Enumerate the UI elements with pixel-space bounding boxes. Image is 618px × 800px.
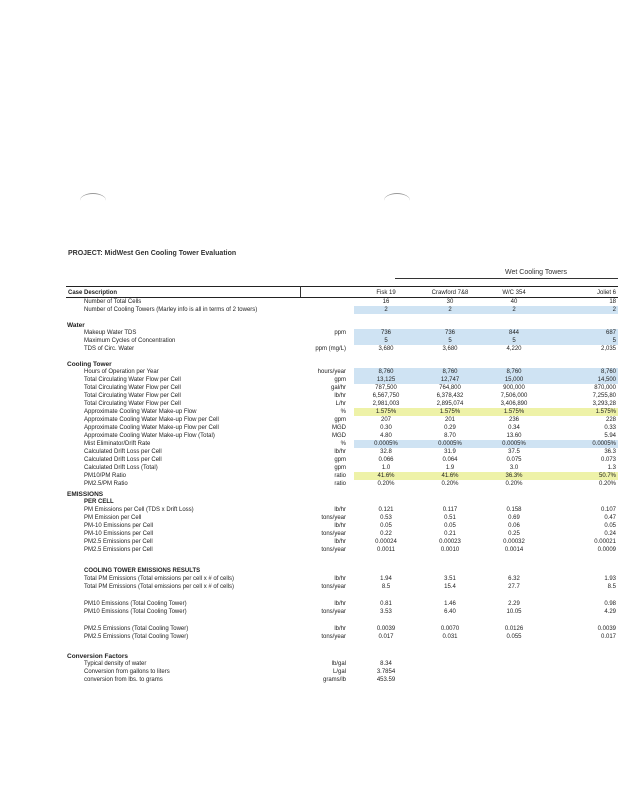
value-cell: 236 (508, 417, 519, 423)
table-row (66, 306, 618, 314)
value-cell: 0.69 (508, 515, 520, 521)
value-cell: 2,981,003 (372, 401, 400, 407)
value-cell: 0.0126 (504, 626, 524, 632)
value-cell: 6.32 (508, 576, 520, 582)
row-unit: hours/year (317, 369, 346, 375)
table-row (66, 676, 618, 684)
row-label: Approximate Cooling Water Make-up Flow per Cell (84, 417, 219, 423)
value-cell: 27.7 (508, 584, 520, 590)
value-cell: 0.00021 (594, 539, 616, 545)
value-cell: 0.031 (442, 634, 458, 640)
value-cell: 3,680 (442, 346, 458, 352)
table-row (66, 408, 618, 416)
value-cell: 15.4 (444, 584, 456, 590)
table-row (66, 575, 618, 583)
value-cell: 0.05 (444, 523, 456, 529)
table-row (66, 345, 618, 353)
value-cell: 7,506,000 (500, 393, 528, 399)
value-cell: 6.40 (444, 609, 456, 615)
value-cell: 3,680 (378, 346, 394, 352)
row-label: Number of Cooling Towers (Marley info is all in terms of 2 towers) (84, 307, 258, 313)
row-label: Approximate Cooling Water Make-up Flow (84, 409, 197, 415)
value-cell: 787,500 (375, 385, 397, 391)
row-unit: MGD (332, 433, 346, 439)
cooling-tower-table (66, 286, 618, 684)
value-cell: 12,747 (418, 376, 482, 384)
value-cell (418, 676, 482, 684)
row-label: PM10 Emissions (Total Cooling Tower) (84, 601, 187, 607)
row-label: PM-10 Emissions per Cell (84, 523, 154, 529)
table-row (66, 472, 618, 480)
value-cell: 736 (418, 329, 482, 337)
value-cell: 0.22 (380, 531, 392, 537)
table-row (66, 400, 618, 408)
table-row (66, 376, 618, 384)
value-cell (546, 660, 618, 668)
value-cell: 0.117 (442, 507, 458, 513)
value-cell: 5 (546, 337, 618, 345)
row-unit: tons/year (321, 634, 346, 640)
value-cell (482, 676, 546, 684)
value-cell: 8,760 (418, 368, 482, 376)
value-cell: 36.3 (604, 449, 616, 455)
value-cell: 6,378,432 (436, 393, 464, 399)
value-cell: 1.575% (418, 408, 482, 416)
row-label: PM Emissions per Cell (TDS x Drift Loss) (84, 507, 194, 513)
row-label: PM2.5/PM Ratio (84, 481, 128, 487)
value-cell: 900,000 (503, 385, 525, 391)
spacer-row (66, 554, 618, 563)
value-cell: 41.6% (354, 472, 418, 480)
row-label: Total PM Emissions (Total emissions per cell x # of cells) (84, 584, 235, 590)
value-cell: 0.00032 (503, 539, 525, 545)
value-cell: 0.81 (380, 601, 392, 607)
value-cell: 687 (546, 329, 618, 337)
header-crawford: Crawford 7&8 (418, 287, 482, 298)
spacer-cell (66, 554, 618, 563)
table-row (66, 337, 618, 345)
value-cell: 0.51 (444, 515, 456, 521)
row-unit: tons/year (321, 547, 346, 553)
value-cell: 0.0005% (482, 440, 546, 448)
row-label: PM-10 Emissions per Cell (84, 531, 154, 537)
row-label: TDS of Circ. Water (84, 346, 135, 352)
value-cell: 0.0005% (354, 440, 418, 448)
row-unit (300, 298, 354, 307)
row-label: Calculated Drift Loss (Total) (84, 465, 158, 471)
row-label: PM Emission per Cell (84, 515, 142, 521)
section-label: EMISSIONS (67, 491, 104, 498)
value-cell: 0.121 (378, 507, 394, 513)
value-cell (546, 676, 618, 684)
row-unit: grams/lb (322, 677, 346, 683)
table-row (66, 384, 618, 392)
row-unit: MGD (332, 425, 346, 431)
table-row (66, 608, 618, 616)
row-unit: lb/hr (334, 393, 346, 399)
value-cell: 31.9 (444, 449, 456, 455)
header-unit (300, 287, 354, 298)
spacer-cell (66, 616, 618, 625)
value-cell: 0.075 (506, 457, 522, 463)
row-unit: lb/hr (334, 539, 346, 545)
table-row (66, 538, 618, 546)
section-row (66, 498, 618, 506)
value-cell: 5.94 (604, 433, 616, 439)
value-cell: 40 (510, 299, 518, 305)
value-cell: 736 (354, 329, 418, 337)
value-cell: 0.017 (600, 634, 616, 640)
value-cell: 7,255,80 (592, 393, 616, 399)
value-cell: 8.34 (380, 661, 392, 667)
row-unit: lb/hr (334, 523, 346, 529)
value-cell: 0.47 (604, 515, 616, 521)
row-unit: lb/gal (331, 661, 346, 667)
value-cell: 0.05 (604, 523, 616, 529)
value-cell: 0.20% (598, 481, 616, 487)
value-cell: 0.00024 (375, 539, 397, 545)
value-cell: 8,760 (546, 368, 618, 376)
value-cell: 0.00023 (439, 539, 461, 545)
value-cell: 2 (546, 306, 618, 314)
value-cell: 0.33 (604, 425, 616, 431)
row-label: Calculated Drift Loss per Cell (84, 449, 162, 455)
value-cell: 8.5 (607, 584, 616, 590)
table-row (66, 432, 618, 440)
value-cell: 5 (482, 337, 546, 345)
header-case-description: Case Description (66, 287, 300, 298)
value-cell: 5 (354, 337, 418, 345)
section-row (66, 650, 618, 660)
value-cell: 0.0039 (376, 626, 396, 632)
value-cell (546, 668, 618, 676)
value-cell: 2 (418, 306, 482, 314)
value-cell: 2 (354, 306, 418, 314)
value-cell: 37.5 (508, 449, 520, 455)
value-cell: 50.7% (546, 472, 618, 480)
group-header: Wet Cooling Towers (505, 269, 567, 276)
value-cell: 844 (482, 329, 546, 337)
table-row (66, 298, 618, 307)
value-cell: 0.20% (441, 481, 459, 487)
header-joliet: Joliet 6 (546, 287, 618, 298)
row-unit: ratio (334, 481, 346, 487)
spacer-row (66, 591, 618, 600)
row-unit: L/gal (332, 669, 346, 675)
row-label: Approximate Cooling Water Make-up Flow (Total) (84, 433, 215, 439)
value-cell: 8,760 (354, 368, 418, 376)
value-cell: 10.05 (506, 609, 522, 615)
value-cell: 207 (380, 417, 391, 423)
value-cell: 1.575% (354, 408, 418, 416)
row-label: PM2.5 Emissions per Cell (84, 547, 153, 553)
value-cell: 0.017 (378, 634, 394, 640)
row-label: Total Circulating Water Flow per Cell (84, 385, 181, 391)
value-cell: 13.60 (506, 433, 522, 439)
row-unit: L/hr (335, 401, 346, 407)
value-cell: 0.0010 (440, 547, 460, 553)
value-cell: 3,406,890 (500, 401, 528, 407)
value-cell: 0.066 (378, 457, 394, 463)
table-row (66, 506, 618, 514)
value-cell: 5 (418, 337, 482, 345)
table-row (66, 633, 618, 641)
value-cell: 0.98 (604, 601, 616, 607)
value-cell (482, 660, 546, 668)
row-label: Maximum Cycles of Concentration (84, 338, 176, 344)
value-cell: 1.575% (546, 408, 618, 416)
value-cell: 0.107 (600, 507, 616, 513)
value-cell: 8.5 (381, 584, 391, 590)
value-cell: 0.0039 (597, 626, 616, 632)
row-unit: gpm (334, 465, 346, 471)
table-row (66, 464, 618, 472)
value-cell: 0.055 (506, 634, 522, 640)
value-cell: 4.80 (380, 433, 392, 439)
row-unit: tons/year (321, 515, 346, 521)
section-row (66, 563, 618, 575)
project-title: PROJECT: MidWest Gen Cooling Tower Evaluation (68, 250, 237, 257)
value-cell (418, 668, 482, 676)
row-unit: ppm (mg/L) (315, 346, 346, 352)
value-cell: 0.24 (604, 531, 616, 537)
row-label: Approximate Cooling Water Make-up Flow per Cell (84, 425, 219, 431)
section-label: PER CELL (84, 499, 114, 505)
value-cell: 1.46 (444, 601, 456, 607)
value-cell (482, 668, 546, 676)
section-label: Water (67, 322, 85, 329)
row-unit (300, 306, 354, 314)
value-cell: 3.53 (380, 609, 392, 615)
row-unit: lb/hr (334, 626, 346, 632)
value-cell: 0.25 (508, 531, 520, 537)
row-unit: % (340, 441, 346, 447)
section-row (66, 358, 618, 368)
row-label: Mist Eliminator/Drift Rate (84, 441, 151, 447)
table-row (66, 668, 618, 676)
value-cell: 0.0070 (440, 626, 460, 632)
value-cell: 1.575% (482, 408, 546, 416)
row-unit (300, 337, 354, 345)
table-row (66, 480, 618, 488)
row-label: Total Circulating Water Flow per Cell (84, 377, 181, 383)
value-cell: 30 (446, 299, 454, 305)
value-cell: 36.3% (482, 472, 546, 480)
row-unit: tons/year (321, 531, 346, 537)
table-row (66, 600, 618, 608)
row-label: Makeup Water TDS (84, 330, 137, 336)
row-label: Typical density of water (84, 661, 147, 667)
value-cell: 0.073 (600, 457, 616, 463)
value-cell: 453.59 (376, 677, 396, 683)
table-row (66, 448, 618, 456)
row-label: Calculated Drift Loss per Cell (84, 457, 162, 463)
value-cell: 0.0005% (418, 440, 482, 448)
table-row (66, 440, 618, 448)
header-wc: W/C 354 (482, 287, 546, 298)
table-row (66, 416, 618, 424)
spacer-cell (66, 591, 618, 600)
value-cell: 8.70 (444, 433, 456, 439)
section-label: COOLING TOWER EMISSIONS RESULTS (84, 568, 201, 574)
table-row (66, 625, 618, 633)
value-cell: 0.05 (380, 523, 392, 529)
row-unit: gal/hr (330, 385, 346, 391)
value-cell: 1.9 (445, 465, 455, 471)
value-cell: 0.20% (377, 481, 395, 487)
row-unit: lb/hr (334, 449, 346, 455)
table-row (66, 456, 618, 464)
value-cell: 0.06 (508, 523, 520, 529)
table-row (66, 546, 618, 554)
row-label: Number of Total Cells (84, 299, 142, 305)
row-label: PM2.5 Emissions per Cell (84, 539, 153, 545)
value-cell: 228 (605, 417, 616, 423)
table-body (66, 287, 618, 685)
table-row (66, 368, 618, 376)
value-cell: 1.0 (381, 465, 391, 471)
value-cell: 1.94 (380, 576, 392, 582)
row-unit: gpm (334, 417, 346, 423)
row-unit: gpm (334, 377, 346, 383)
value-cell: 16 (382, 299, 390, 305)
value-cell: 41.6% (418, 472, 482, 480)
table-row (66, 660, 618, 668)
table-row (66, 424, 618, 432)
row-label: Total Circulating Water Flow per Cell (84, 401, 181, 407)
value-cell: 0.29 (444, 425, 456, 431)
spacer-cell (66, 641, 618, 650)
value-cell: 3.7854 (376, 669, 396, 675)
value-cell: 0.30 (380, 425, 392, 431)
row-unit: % (340, 409, 346, 415)
value-cell: 0.0011 (377, 547, 395, 553)
group-header-rule (395, 278, 618, 279)
value-cell: 8,760 (482, 368, 546, 376)
row-unit: tons/year (321, 584, 346, 590)
table-row (66, 530, 618, 538)
value-cell: 0.20% (505, 481, 523, 487)
value-cell: 3,293,28 (592, 401, 616, 407)
spacer-row (66, 616, 618, 625)
value-cell: 4,220 (506, 346, 522, 352)
value-cell: 2.29 (508, 601, 520, 607)
value-cell: 14,500 (546, 376, 618, 384)
value-cell: 32.8 (380, 449, 392, 455)
section-label: Cooling Tower (67, 361, 112, 368)
value-cell: 3.51 (444, 576, 456, 582)
value-cell: 3.0 (509, 465, 519, 471)
value-cell: 6,567,750 (372, 393, 400, 399)
header-fisk: Fisk 19 (354, 287, 418, 298)
value-cell: 15,000 (482, 376, 546, 384)
section-row (66, 488, 618, 498)
value-cell: 0.0014 (504, 547, 524, 553)
row-unit: lb/hr (334, 601, 346, 607)
table-row (66, 583, 618, 591)
row-label: PM10 Emissions (Total Cooling Tower) (84, 609, 187, 615)
row-unit: lb/hr (334, 507, 346, 513)
row-unit: gpm (334, 457, 346, 463)
value-cell: 0.158 (506, 507, 522, 513)
value-cell: 764,800 (439, 385, 461, 391)
value-cell: 0.0005% (546, 440, 618, 448)
row-label: Total Circulating Water Flow per Cell (84, 393, 181, 399)
table-row (66, 392, 618, 400)
row-label: Total PM Emissions (Total emissions per cell x # of cells) (84, 576, 235, 582)
value-cell: 201 (444, 417, 455, 423)
value-cell: 13,125 (354, 376, 418, 384)
section-row (66, 319, 618, 329)
row-unit: ppm (334, 330, 346, 336)
value-cell: 1.93 (604, 576, 616, 582)
value-cell: 0.0009 (597, 547, 616, 553)
value-cell: 2,035 (600, 346, 616, 352)
row-label: Conversion from gallons to liters (84, 669, 170, 675)
table-row (66, 522, 618, 530)
value-cell: 2,895,074 (436, 401, 464, 407)
row-label: PM2.5 Emissions (Total Cooling Tower) (84, 626, 189, 632)
value-cell: 0.064 (442, 457, 458, 463)
table-row (66, 514, 618, 522)
value-cell (418, 660, 482, 668)
section-label: Conversion Factors (67, 653, 129, 660)
value-cell: 870,000 (594, 385, 616, 391)
table-row (66, 329, 618, 337)
row-label: conversion from lbs. to grams (84, 677, 163, 683)
row-unit: lb/hr (334, 576, 346, 582)
value-cell: 0.21 (444, 531, 456, 537)
table-header-row (66, 287, 618, 298)
row-unit: ratio (334, 473, 346, 479)
punch-hole-left (80, 193, 106, 208)
value-cell: 0.53 (380, 515, 392, 521)
row-label: PM10/PM Ratio (84, 473, 127, 479)
value-cell: 18 (609, 299, 616, 305)
spacer-row (66, 641, 618, 650)
value-cell: 1.3 (607, 465, 616, 471)
row-label: PM2.5 Emissions (Total Cooling Tower) (84, 634, 189, 640)
punch-hole-right (384, 193, 410, 208)
value-cell: 0.34 (508, 425, 520, 431)
value-cell: 4.29 (604, 609, 616, 615)
value-cell: 2 (482, 306, 546, 314)
row-label: Hours of Operation per Year (84, 369, 159, 375)
row-unit: tons/year (321, 609, 346, 615)
